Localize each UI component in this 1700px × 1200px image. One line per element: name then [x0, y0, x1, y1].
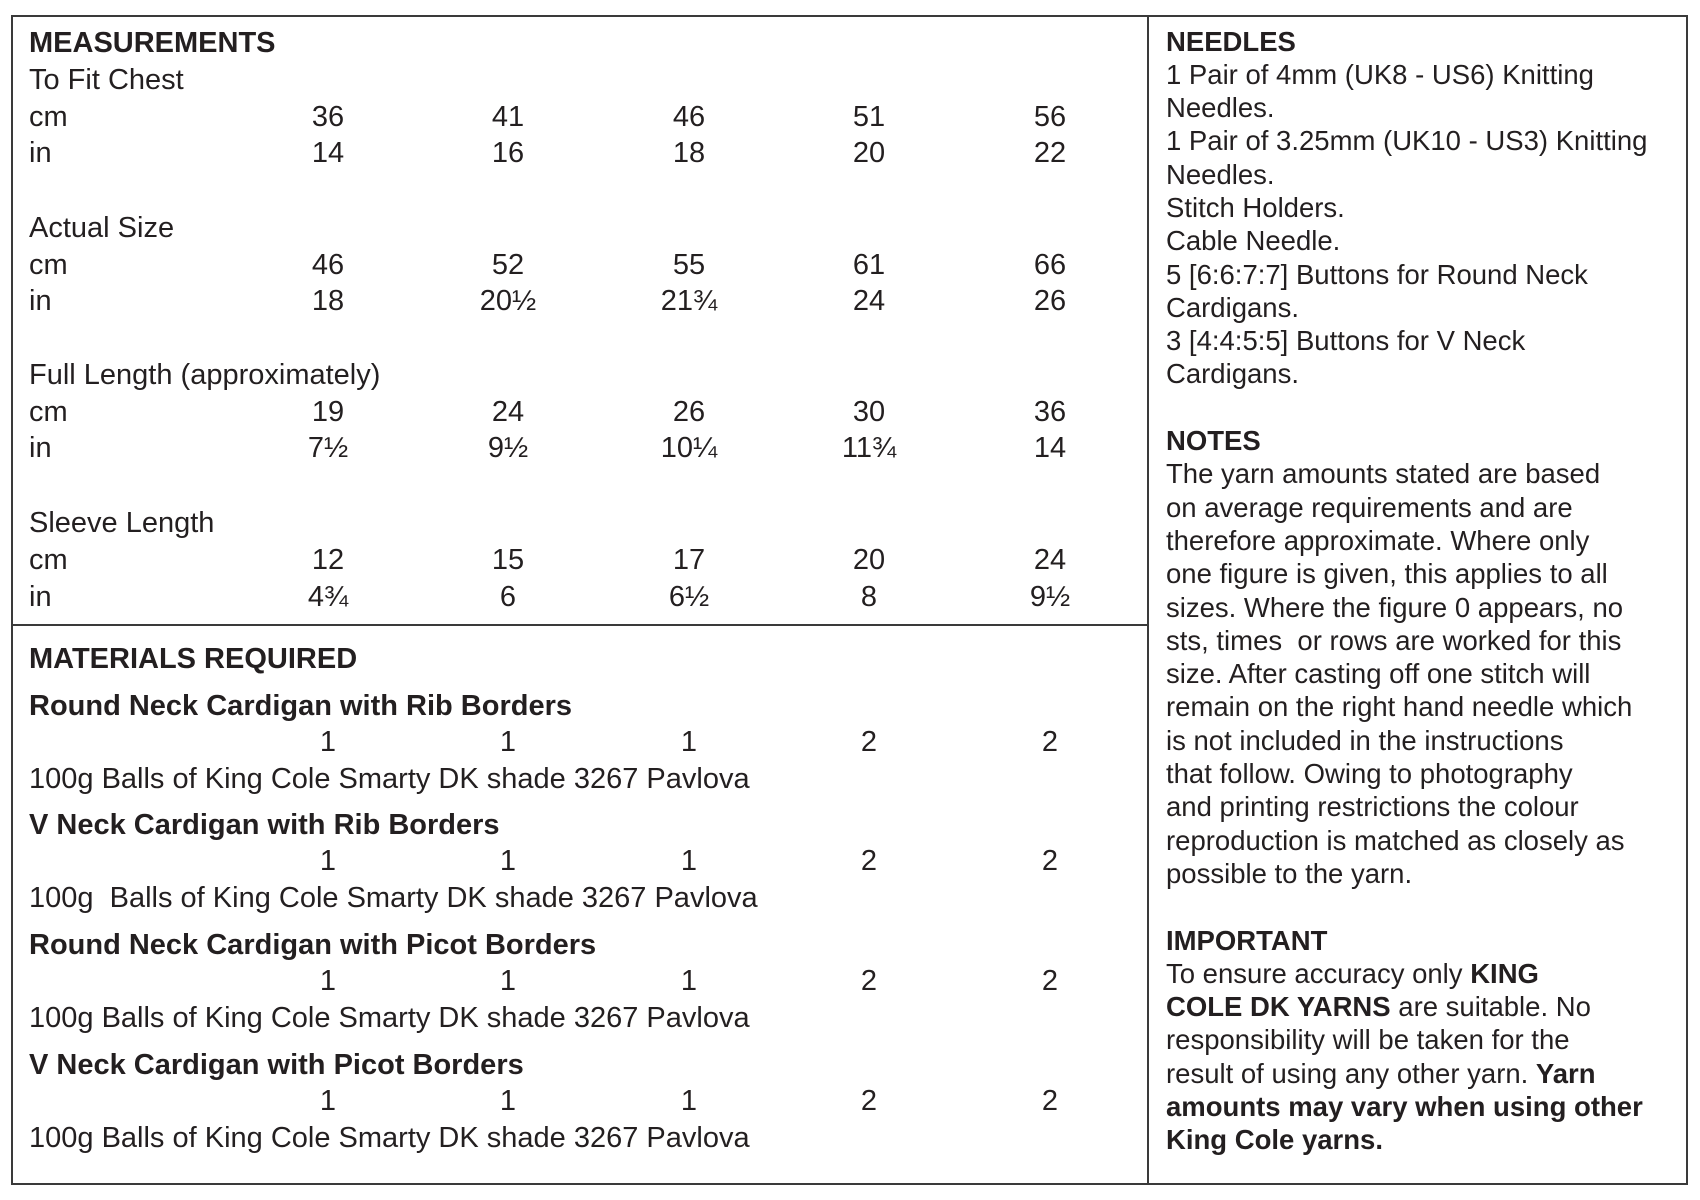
notes-line: possible to the yarn.: [1166, 857, 1413, 889]
notes-line: sts, times or rows are worked for this: [1166, 624, 1622, 656]
size-value: 24: [491, 395, 525, 428]
size-value: 20: [852, 137, 886, 169]
size-value: 14: [311, 137, 345, 169]
notes-line: therefore approximate. Where only: [1166, 524, 1590, 556]
section-title-row: [0, 357, 1146, 394]
full-length-title: Full Length (approximately): [29, 358, 381, 391]
round-neck-rib-title: Round Neck Cardigan with Rib Borders: [29, 689, 572, 722]
to-fit-chest-in-row: [0, 135, 1146, 172]
size-value: 18: [672, 137, 706, 169]
material-description-row: [0, 761, 1146, 798]
notes-heading: NOTES: [1166, 425, 1261, 457]
yarn-description: 100g Balls of King Cole Smarty DK shade 3267 Pavlova: [29, 1001, 750, 1034]
unit-label: cm: [29, 100, 68, 133]
ball-quantity: 1: [499, 845, 517, 877]
size-value: 6½: [668, 580, 710, 613]
important-emphasis: King Cole yarns.: [1166, 1124, 1383, 1156]
yarn-description: 100g Balls of King Cole Smarty DK shade 3267 Pavlova: [29, 1122, 750, 1154]
actual-size-in-row: [0, 283, 1146, 320]
notes-line: sizes. Where the figure 0 appears, no: [1166, 591, 1624, 623]
needles-line: 1 Pair of 4mm (UK8 - US6) Knitting: [1166, 58, 1594, 90]
unit-label: in: [29, 432, 52, 464]
material-description-row: [0, 1120, 1146, 1157]
important-text: result of using any other yarn.: [1166, 1057, 1536, 1089]
unit-label: in: [29, 285, 52, 317]
materials-heading-row: [0, 641, 1146, 678]
size-value: 41: [491, 100, 525, 133]
material-item-title-row: [0, 807, 1146, 844]
yarn-description: 100g Balls of King Cole Smarty DK shade 3267 Pavlova: [29, 763, 750, 795]
ball-quantity: 1: [499, 1085, 517, 1117]
important-line: [1166, 1057, 1682, 1090]
yarn-description: 100g Balls of King Cole Smarty DK shade 3267 Pavlova: [29, 882, 758, 914]
ball-quantity: 2: [1041, 845, 1059, 877]
ball-quantity: 1: [499, 965, 517, 997]
size-value: 14: [1033, 432, 1067, 464]
important-emphasis: amounts may vary when using other: [1166, 1091, 1643, 1122]
spacer: [1166, 890, 1682, 923]
sleeve-length-title: Sleeve Length: [29, 506, 215, 539]
important-text: responsibility will be taken for the: [1166, 1024, 1570, 1056]
needles-line: Stitch Holders.: [1166, 191, 1345, 223]
important-line: [1166, 990, 1682, 1023]
unit-label: in: [29, 580, 52, 613]
important-line: [1166, 1023, 1682, 1056]
spacer: [1166, 391, 1682, 424]
size-value: 30: [852, 395, 886, 428]
needles-line: 5 [6:6:7:7] Buttons for Round Neck: [1166, 258, 1588, 290]
ball-quantity: 1: [499, 726, 517, 758]
measurements-heading: MEASUREMENTS: [29, 26, 276, 59]
important-line: [1166, 1123, 1682, 1156]
size-value: 55: [672, 248, 706, 281]
notes-line: The yarn amounts stated are based: [1166, 458, 1601, 490]
size-value: 9½: [487, 432, 529, 464]
ball-quantity: 2: [860, 1085, 878, 1117]
actual-size-title: Actual Size: [29, 211, 175, 244]
needles-line: 3 [4:4:5:5] Buttons for V Neck: [1166, 325, 1526, 357]
size-value: 19: [311, 395, 345, 428]
size-value: 36: [311, 100, 345, 133]
size-value: 36: [1033, 395, 1067, 428]
ball-quantity: 2: [860, 726, 878, 758]
size-value: 46: [672, 100, 706, 133]
notes-line: and printing restrictions the colour: [1166, 791, 1579, 823]
material-description-row: [0, 880, 1146, 917]
important-line: [1166, 1090, 1682, 1123]
notes-line: reproduction is matched as closely as: [1166, 824, 1625, 856]
size-value: 26: [672, 395, 706, 428]
material-item-title-row: [0, 688, 1146, 725]
size-value: 51: [852, 100, 886, 133]
size-value: 9½: [1029, 580, 1071, 613]
size-value: 7½: [307, 432, 349, 464]
materials-heading: MATERIALS REQUIRED: [29, 643, 358, 675]
important-emphasis: Yarn: [1535, 1057, 1596, 1089]
material-quantities-row: [0, 963, 1146, 1000]
material-item-title-row: [0, 1047, 1146, 1084]
size-value: 22: [1033, 137, 1067, 169]
needles-line: Needles.: [1166, 158, 1275, 190]
size-value: 24: [852, 285, 886, 317]
full-length-cm-row: [0, 394, 1146, 431]
column-divider: [1147, 15, 1149, 1185]
needles-line: Cardigans.: [1166, 291, 1299, 323]
size-value: 21¾: [660, 285, 718, 317]
unit-label: cm: [29, 543, 68, 576]
material-description-row: [0, 1000, 1146, 1037]
size-value: 66: [1033, 248, 1067, 281]
unit-label: cm: [29, 248, 68, 281]
notes-line: that follow. Owing to photography: [1166, 758, 1573, 790]
size-value: 4¾: [307, 580, 349, 613]
material-quantities-row: [0, 724, 1146, 761]
sleeve-length-cm-row: [0, 542, 1146, 579]
size-value: 61: [852, 248, 886, 281]
important-emphasis: COLE DK YARNS: [1166, 991, 1391, 1023]
size-value: 12: [311, 543, 345, 576]
ball-quantity: 2: [1041, 965, 1059, 997]
important-heading: IMPORTANT: [1166, 924, 1328, 956]
important-text: To ensure accuracy only: [1166, 957, 1471, 989]
material-quantities-row: [0, 1083, 1146, 1120]
v-neck-picot-title: V Neck Cardigan with Picot Borders: [29, 1048, 524, 1081]
needles-heading: NEEDLES: [1166, 25, 1296, 57]
size-value: 11¾: [841, 432, 897, 464]
ball-quantity: 1: [680, 726, 698, 758]
size-value: 10¼: [660, 432, 718, 464]
size-value: 24: [1033, 543, 1067, 576]
ball-quantity: 1: [319, 726, 337, 758]
needles-line: Cardigans.: [1166, 358, 1299, 390]
ball-quantity: 1: [680, 845, 698, 877]
size-value: 20½: [479, 285, 537, 317]
unit-label: in: [29, 137, 52, 169]
size-value: 46: [311, 248, 345, 281]
needles-line: 1 Pair of 3.25mm (UK10 - US3) Knitting: [1166, 125, 1648, 157]
important-line: [1166, 957, 1682, 990]
ball-quantity: 2: [1041, 1085, 1059, 1117]
material-quantities-row: [0, 843, 1146, 880]
needles-line: Cable Needle.: [1166, 225, 1341, 257]
ball-quantity: 1: [319, 965, 337, 997]
to-fit-chest-cm-row: [0, 99, 1146, 136]
section-title-row: [0, 505, 1146, 542]
section-title-row: [0, 210, 1146, 247]
material-item-title-row: [0, 927, 1146, 964]
round-neck-picot-title: Round Neck Cardigan with Picot Borders: [29, 928, 597, 961]
ball-quantity: 1: [319, 845, 337, 877]
section-divider: [11, 624, 1148, 626]
size-value: 56: [1033, 100, 1067, 133]
notes-line: on average requirements and are: [1166, 491, 1573, 523]
to-fit-chest-title: To Fit Chest: [29, 63, 184, 96]
ball-quantity: 2: [860, 845, 878, 877]
size-value: 20: [852, 543, 886, 576]
size-value: 18: [311, 285, 345, 317]
notes-line: remain on the right hand needle which: [1166, 691, 1633, 723]
notes-line: size. After casting off one stitch will: [1166, 658, 1591, 690]
sleeve-length-in-row: [0, 579, 1146, 616]
ball-quantity: 2: [1041, 726, 1059, 758]
ball-quantity: 2: [860, 965, 878, 997]
ball-quantity: 1: [680, 1085, 698, 1117]
full-length-in-row: [0, 430, 1146, 467]
important-text: are suitable. No: [1390, 991, 1591, 1023]
actual-size-cm-row: [0, 247, 1146, 284]
size-value: 15: [491, 543, 525, 576]
ball-quantity: 1: [319, 1085, 337, 1117]
v-neck-rib-title: V Neck Cardigan with Rib Borders: [29, 808, 500, 841]
needles-line: Needles.: [1166, 92, 1275, 124]
size-value: 16: [491, 137, 525, 169]
size-value: 17: [672, 543, 706, 576]
measurements-heading-row: [0, 25, 1146, 62]
section-title-row: [0, 62, 1146, 99]
right-column: [1166, 25, 1682, 1157]
size-value: 8: [860, 580, 878, 613]
notes-line: is not included in the instructions: [1166, 724, 1564, 756]
size-value: 26: [1033, 285, 1067, 317]
size-value: 6: [499, 580, 517, 613]
size-value: 52: [491, 248, 525, 281]
notes-line: one figure is given, this applies to all: [1166, 558, 1608, 590]
important-emphasis: KING: [1470, 957, 1539, 989]
ball-quantity: 1: [680, 965, 698, 997]
unit-label: cm: [29, 395, 68, 428]
